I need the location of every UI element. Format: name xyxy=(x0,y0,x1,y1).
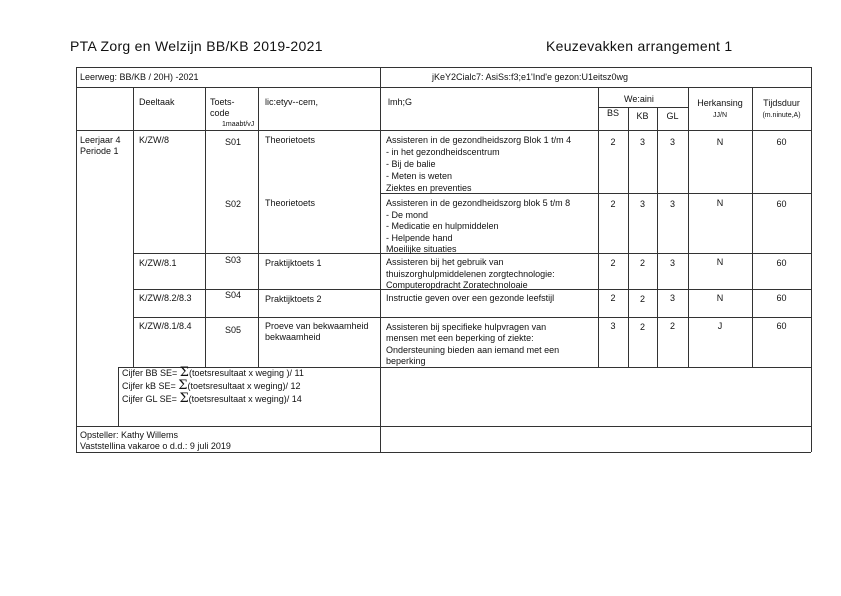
weging-gl-cell: 3 xyxy=(669,199,675,209)
inhoud-line: Instructie geven over een gezonde leefstijl xyxy=(386,293,555,303)
weging-bb-header: BS xyxy=(606,108,619,118)
toetscode-cell: S04 xyxy=(225,290,242,300)
weging-bb-cell: 2 xyxy=(610,199,616,209)
soort-cell: Praktijktoets 2 xyxy=(265,294,322,304)
weging-bb-cell: 2 xyxy=(610,258,616,268)
deeltaak-cell: K/ZW/8 xyxy=(139,135,170,145)
inhoud-line: beperking xyxy=(386,356,426,366)
inhoud-line: Ondersteuning bieden aan iemand met een xyxy=(386,345,560,355)
weging-bb-cell: 2 xyxy=(610,137,616,147)
periode-label: Periode 1 xyxy=(80,146,119,156)
sigma-symbol: Σ xyxy=(178,378,188,393)
inhoud-line: Moeilijke situaties xyxy=(386,244,457,254)
weging-kb-cell: 3 xyxy=(639,199,645,209)
deeltaak-header: Deeltaak xyxy=(139,97,175,107)
vastgesteld-label: Vaststellina vakaroe o d.d.: 9 juli 2019 xyxy=(80,441,231,451)
toetscode-header-1: Toets- xyxy=(210,97,235,107)
leerweg-label: Leerweg: BB/KB / 20H) -2021 xyxy=(80,72,199,82)
formula-kb: Cijfer kB SE= Σ(toetsresultaat x weging)/ 12 xyxy=(122,378,301,393)
arrangement-title: Keuzevakken arrangement 1 xyxy=(546,38,733,54)
weging-gl-header: GL xyxy=(666,111,679,121)
soort-cell: Praktijktoets 1 xyxy=(265,258,322,268)
inhoud-line: - in het gezondheidscentrum xyxy=(386,147,500,157)
toetscode-header-2: code xyxy=(210,108,230,118)
sigma-symbol: Σ xyxy=(179,365,189,380)
inhoud-line: Assisteren bij het gebruik van xyxy=(386,257,504,267)
tijdsduur-header: Tijdsduur xyxy=(763,98,800,108)
weging-gl-cell: 3 xyxy=(669,137,675,147)
inhoud-line: Assisteren bij specifieke hulpvragen van xyxy=(386,322,547,332)
soort-header: lic:etyv--cem, xyxy=(265,97,319,107)
keuzevak-header: jKeY2Cialc7: AsiSs:f3;e1'Ind'e gezon:U1eitsz0wg xyxy=(432,72,629,82)
herkansing-header: Herkansing xyxy=(697,98,743,108)
weging-kb-header: KB xyxy=(636,111,649,121)
toetscode-cell: S02 xyxy=(225,199,242,209)
inhoud-header: lmh;G xyxy=(388,97,413,107)
tijdsduur-subheader: (m.ninute,A) xyxy=(762,112,801,119)
toetscode-cell: S05 xyxy=(225,325,242,335)
weging-gl-cell: 2 xyxy=(669,321,675,331)
weging-gl-cell: 3 xyxy=(669,258,675,268)
tijdsduur-cell: 60 xyxy=(776,137,787,147)
formula-gl: Cijfer GL SE= Σ(toetsresultaat x weging)/ 14 xyxy=(122,391,302,406)
toetscode-subheader: 1maabt/vJ xyxy=(222,121,255,128)
herkansing-cell: N xyxy=(716,257,724,267)
herkansing-cell: N xyxy=(716,198,724,208)
inhoud-line: Assisteren in de gezondheidszorg blok 5 t/m 8 xyxy=(386,198,571,208)
herkansing-cell: N xyxy=(716,137,724,147)
weging-gl-cell: 3 xyxy=(669,293,675,303)
inhoud-line: - Helpende hand xyxy=(386,233,453,243)
herkansing-subheader: JJ/N xyxy=(713,112,727,119)
soort-cell: Theorietoets xyxy=(265,198,316,208)
soort-cell: Theorietoets xyxy=(265,135,316,145)
inhoud-line: - Medicatie en hulpmiddelen xyxy=(386,221,499,231)
inhoud-line: - Meten is weten xyxy=(386,171,453,181)
herkansing-cell: J xyxy=(717,321,723,331)
weging-bb-cell: 2 xyxy=(610,293,616,303)
weging-kb-cell: 2 xyxy=(639,294,645,304)
inhoud-line: Ziektes en preventies xyxy=(386,183,472,193)
tijdsduur-cell: 60 xyxy=(776,293,787,303)
inhoud-line: - Bij de balie xyxy=(386,159,436,169)
leerjaar-label: Leerjaar 4 xyxy=(80,135,121,145)
weging-kb-cell: 2 xyxy=(639,322,645,332)
document-title: PTA Zorg en Welzijn BB/KB 2019-2021 xyxy=(70,38,323,54)
inhoud-line: Assisteren in de gezondheidszorg Blok 1 t/m 4 xyxy=(386,135,572,145)
deeltaak-cell: K/ZW/8.2/8.3 xyxy=(139,293,192,303)
inhoud-line: - De mond xyxy=(386,210,429,220)
inhoud-line: mensen met een beperking of ziekte: xyxy=(386,333,534,343)
inhoud-line: Computeropdracht Zoratechnoloaie xyxy=(386,280,528,290)
weging-kb-cell: 3 xyxy=(639,137,645,147)
inhoud-line: thuiszorghulpmiddelenen zorgtechnologie: xyxy=(386,269,555,279)
formula-bb: Cijfer BB SE= Σ(toetsresultaat x weging )/ 11 xyxy=(122,365,304,380)
deeltaak-cell: K/ZW/8.1 xyxy=(139,258,177,268)
weging-bb-cell: 3 xyxy=(610,321,616,331)
weging-kb-cell: 2 xyxy=(639,258,645,268)
toetscode-cell: S01 xyxy=(225,137,242,147)
herkansing-cell: N xyxy=(716,293,724,303)
weging-header: We:aini xyxy=(624,94,654,104)
soort-cell: Proeve van bekwaamheid xyxy=(265,321,369,331)
tijdsduur-cell: 60 xyxy=(776,199,787,209)
tijdsduur-cell: 60 xyxy=(776,321,787,331)
sigma-symbol: Σ xyxy=(179,391,189,406)
soort-cell-line2: bekwaamheid xyxy=(265,332,321,342)
tijdsduur-cell: 60 xyxy=(776,258,787,268)
opsteller-label: Opsteller: Kathy Willems xyxy=(80,430,179,440)
deeltaak-cell: K/ZW/8.1/8.4 xyxy=(139,321,192,331)
toetscode-cell: S03 xyxy=(225,255,242,265)
